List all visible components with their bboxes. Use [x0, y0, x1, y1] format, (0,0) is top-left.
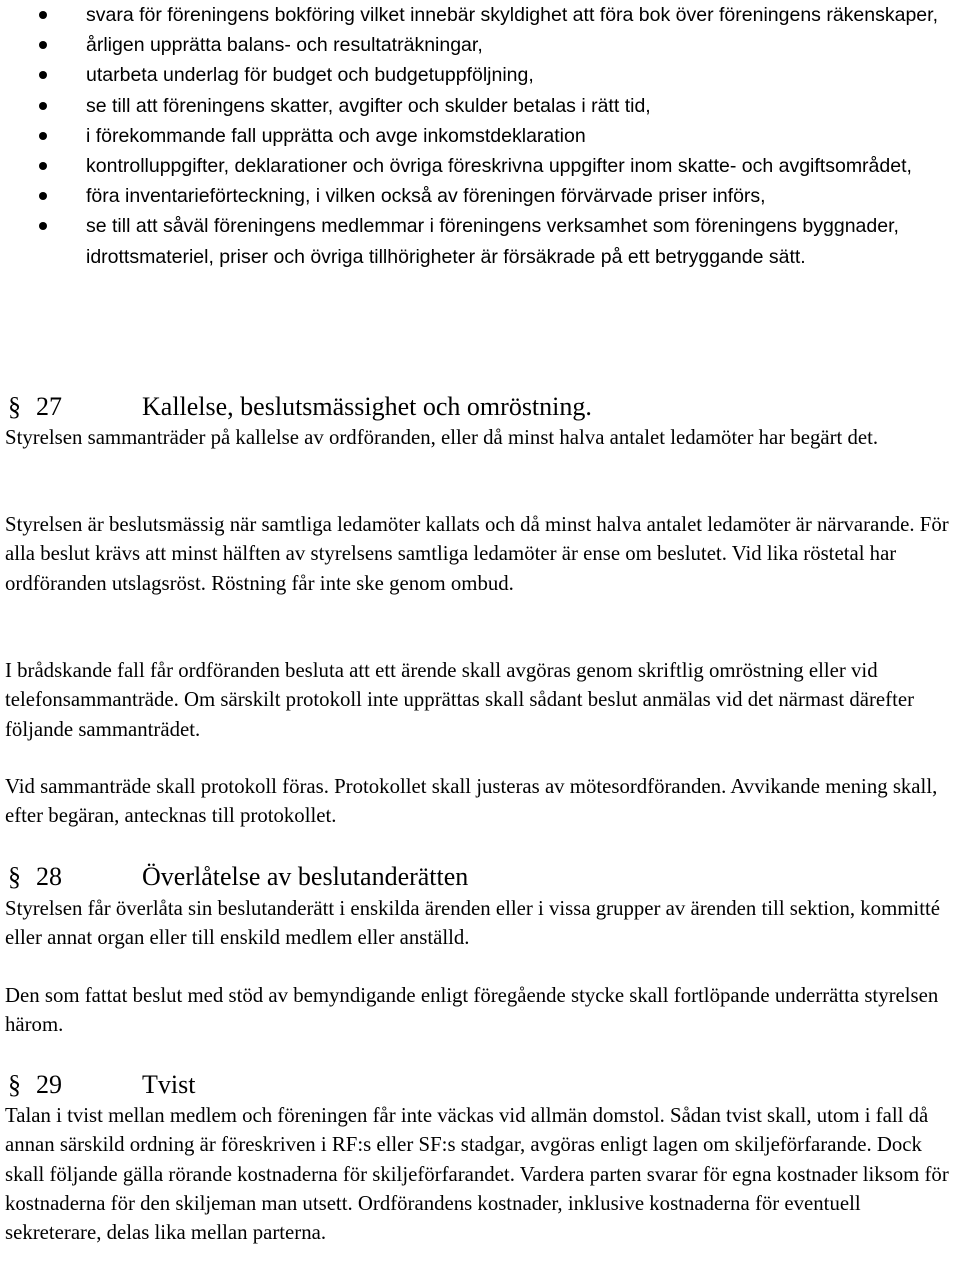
bullet-text: årligen upprätta balans- och resultaträkningar, [86, 34, 483, 57]
paragraph: I brådskande fall får ordföranden besluta att ett ärende skall avgöras genom skriftlig omröstning eller vid telefonsammanträde. Om särskilt protokoll inte upprättas skall sådant beslut anmälas vid det närmast därefter följande sammanträdet. [5, 659, 915, 741]
bullet-dot-icon [39, 11, 47, 19]
section-sign: § [8, 1070, 21, 1099]
bullet-text: föra inventarieförteckning, i vilken också av föreningen förvärvade priser införs, [86, 185, 766, 208]
paragraph: Styrelsen är beslutsmässig när samtliga ledamöter kallats och då minst halva antalet ledamöter är närvarande. För alla beslut krävs att minst hälften av styrelsens samtliga ledamöter är ense om beslutet. Vid lika röstetal har ordföranden utslagsröst. Röstning får inte ske genom ombud. [5, 513, 949, 595]
section-number: 29 [36, 1070, 62, 1099]
bullet-dot-icon [39, 222, 47, 230]
bullet-dot-icon [39, 132, 47, 140]
section-title: Överlåtelse av beslutanderätten [142, 862, 469, 891]
bullet-item [0, 0, 960, 30]
section-title: Tvist [142, 1070, 196, 1099]
section-sign: § [8, 392, 21, 421]
section-number: 27 [36, 392, 62, 421]
bullet-dot-icon [39, 71, 47, 79]
section-heading-27 [8, 390, 592, 424]
section-heading-29 [8, 1068, 195, 1102]
bullet-text: i förekommande fall upprätta och avge inkomstdeklaration [86, 124, 586, 147]
paragraph: Styrelsen får överlåta sin beslutanderätt i enskilda ärenden eller i vissa grupper av ärenden till sektion, kommitté eller annat organ eller till enskild medlem eller anställd. [5, 897, 940, 950]
bullet-item [0, 121, 960, 151]
paragraph: Vid sammanträde skall protokoll föras. Protokollet skall justeras av mötesordföranden. Avvikande mening skall, efter begäran, antecknas till protokollet. [5, 775, 938, 828]
bullet-dot-icon [39, 41, 47, 49]
paragraph: Styrelsen sammanträder på kallelse av ordföranden, eller då minst halva antalet ledamöter har begärt det. [5, 426, 879, 449]
bullet-text: svara för föreningens bokföring vilket innebär skyldighet att föra bok över föreningens räkenskaper, [86, 4, 938, 26]
section-title: Kallelse, beslutsmässighet och omröstning. [142, 392, 592, 421]
paragraph: Den som fattat beslut med stöd av bemyndigande enligt föregående stycke skall fortlöpande underrätta styrelsen härom. [5, 984, 939, 1037]
bullet-item [0, 91, 960, 121]
paragraph: Talan i tvist mellan medlem och föreningen får inte väckas vid allmän domstol. Sådan tvist skall, utom i fall då annan särskild ordning är föreskriven i RF:s eller SF:s stadgar, avgöras enligt lagen om skiljeförfarande. Dock skall följande gälla rörande kostnaderna för skiljeförfarandet. Vardera parten svarar för egna kostnader liksom för kostnaderna för den skiljeman man utsett. Ordförandens kostnader, inklusive kostnaderna för eventuell sekreterare, delas lika mellan parterna. [5, 1104, 949, 1245]
bullet-dot-icon [39, 192, 47, 200]
bullet-item [0, 151, 960, 181]
bullet-item [0, 211, 960, 271]
section-sign: § [8, 862, 21, 891]
duties-bullet-list [0, 0, 960, 272]
bullet-item [0, 60, 960, 90]
bullet-text: se till att såväl föreningens medlemmar i föreningens verksamhet som föreningens byggnader, idrottsmateriel, priser och övriga tillhörigheter är försäkrade på ett betryggande sätt. [86, 215, 899, 268]
bullet-item [0, 30, 960, 60]
bullet-text: utarbeta underlag för budget och budgetuppföljning, [86, 64, 534, 87]
bullet-dot-icon [39, 162, 47, 170]
section-number: 28 [36, 862, 62, 891]
section-heading-28 [8, 860, 468, 894]
bullet-item [0, 181, 960, 211]
bullet-text: kontrolluppgifter, deklarationer och övriga föreskrivna uppgifter inom skatte- och avgiftsområdet, [86, 155, 912, 178]
bullet-dot-icon [39, 102, 47, 110]
bullet-text: se till att föreningens skatter, avgifter och skulder betalas i rätt tid, [86, 94, 651, 117]
